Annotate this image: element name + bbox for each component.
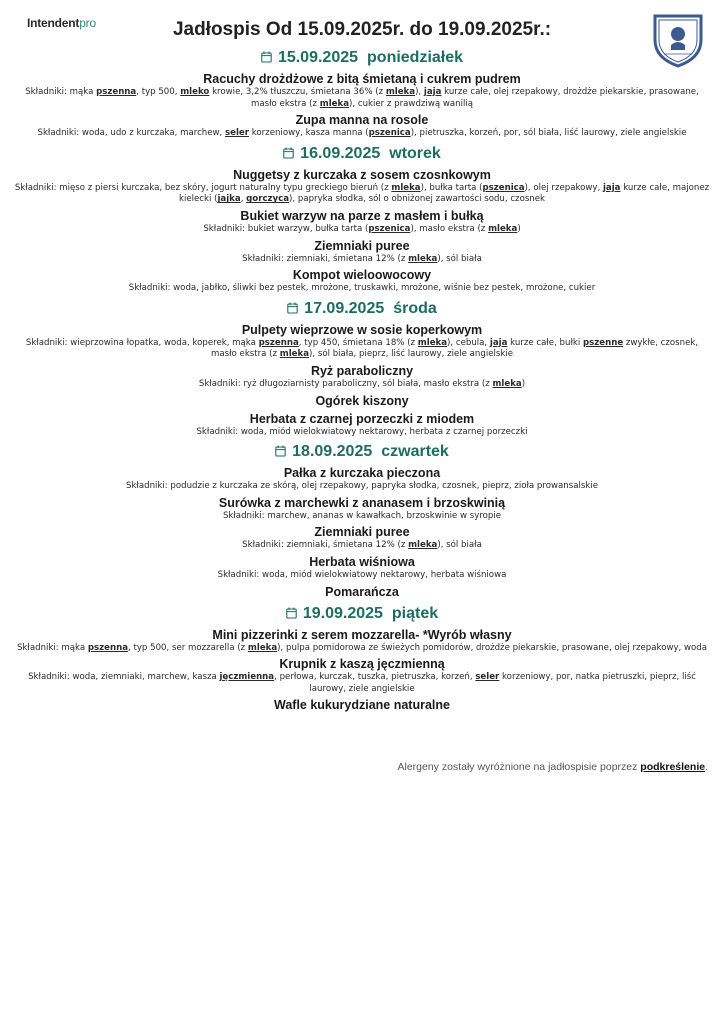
- day-date: 15.09.2025: [277, 49, 359, 66]
- allergen-highlight: pszenna: [96, 87, 137, 97]
- ingredient-text: zwykłe, czosnek, masło ekstra (z: [210, 337, 699, 360]
- ingredient-text: kurze całe, majonez kielecki (: [178, 182, 710, 205]
- ingredient-text: Składniki: bukiet warzyw, bułka tarta (: [203, 223, 369, 234]
- dish-name: Nuggetsy z kurczaka z sosem czosnkowym: [233, 167, 491, 182]
- ingredient-text: ), sól biała, pieprz, liść laurowy, ziele angielskie: [309, 349, 514, 360]
- ingredient-text: ), sól biała: [437, 540, 482, 551]
- dish-name: Herbata z czarnej porzeczki z miodem: [249, 411, 475, 426]
- dish-ingredients: [8, 427, 716, 439]
- allergen-highlight: pszenna: [87, 642, 128, 653]
- ingredient-text: ): [521, 378, 526, 389]
- allergen-highlight: pszenne: [582, 337, 624, 348]
- dish-ingredients: [8, 570, 716, 582]
- ingredient-text: kurze całe, olej rzepakowy, drożdże piekarskie, prasowane, masło ekstra (z: [250, 87, 699, 109]
- dish-name: Pałka z kurczaka pieczona: [283, 466, 441, 481]
- ingredient-text: Składniki: woda, ziemniaki, marchew, kasza: [28, 672, 220, 683]
- allergen-highlight: gorczyca: [246, 194, 290, 205]
- dish-ingredients: [8, 540, 716, 552]
- day-header: [8, 48, 716, 69]
- ingredient-text: , typ 450, śmietana 18% (z: [298, 337, 418, 348]
- dish-name: Bukiet warzyw na parze z masłem i bułką: [240, 208, 484, 223]
- dish-ingredients: [8, 254, 716, 266]
- allergen-highlight: mleka: [247, 642, 278, 653]
- dish-ingredients: [8, 128, 716, 140]
- dish-name: Pulpety wieprzowe w sosie koperkowym: [241, 322, 483, 337]
- ingredient-text: ), pulpa pomidorowa ze świeżych pomidorów, drożdże piekarskie, prasowane, olej rzepakowy, woda: [277, 642, 708, 653]
- ingredient-text: , typ 500,: [136, 87, 181, 97]
- dish-ingredients: [8, 511, 716, 523]
- day-date: 19.09.2025: [302, 604, 383, 622]
- allergen-highlight: seler: [225, 128, 249, 139]
- ingredient-text: kurze całe, bułki: [507, 337, 583, 348]
- dish-name: Herbata wiśniowa: [309, 554, 415, 569]
- day-weekday: środa: [393, 299, 437, 317]
- ingredient-text: Składniki: woda, udo z kurczaka, marchew,: [37, 128, 226, 139]
- day-block: [8, 48, 716, 140]
- allergen-highlight: mleka: [492, 378, 522, 389]
- footer-end: .: [705, 761, 708, 773]
- day-block: [8, 299, 716, 438]
- allergen-highlight: mleka: [391, 182, 421, 193]
- ingredient-text: Składniki: woda, miód wielokwiatowy nektarowy, herbata wiśniowa: [217, 569, 507, 580]
- brand-logo-light: pro: [79, 16, 96, 30]
- day-block: [8, 604, 716, 714]
- allergen-highlight: mleka: [279, 349, 310, 360]
- dish-ingredients: [8, 283, 716, 295]
- dish-name: Mini pizzerinki z serem mozzarella- *Wyrób własny: [212, 627, 512, 642]
- day-weekday: wtorek: [389, 144, 441, 162]
- allergen-highlight: mleka: [408, 253, 438, 264]
- ingredient-text: ), cukier z prawdziwą wanilią: [349, 98, 474, 109]
- ingredient-text: ): [517, 223, 521, 234]
- allergen-footer-note: [397, 761, 708, 773]
- allergen-highlight: pszenica: [482, 182, 525, 193]
- allergen-highlight: pszenica: [368, 128, 411, 139]
- ingredient-text: Składniki: mąka: [16, 642, 88, 653]
- ingredient-text: ),: [415, 87, 424, 97]
- footer-text: Alergeny zostały wyróżnione na jadłospisie poprzez: [397, 761, 641, 773]
- dish-name: Ziemniaki puree: [314, 238, 410, 253]
- ingredient-text: ), pietruszka, korzeń, por, sól biała, liść laurowy, ziele angielskie: [410, 128, 687, 139]
- ingredient-text: Składniki: woda, jabłko, śliwki bez pestek, mrożone, truskawki, mrożone, wiśnie bez pestek, mrożone, cukier: [128, 283, 596, 294]
- day-weekday: poniedziałek: [367, 49, 464, 66]
- footer-emphasis: podkreślenie: [640, 761, 706, 773]
- ingredient-text: ), bułka tarta (: [420, 182, 483, 193]
- day-date: 18.09.2025: [292, 443, 373, 461]
- day-date: 17.09.2025: [304, 299, 385, 317]
- allergen-highlight: pszenica: [368, 223, 411, 234]
- day-header: [8, 604, 716, 625]
- calendar-icon: [261, 49, 272, 69]
- allergen-highlight: jaja: [602, 182, 621, 193]
- calendar-icon: [286, 605, 297, 625]
- dish-ingredients: [8, 224, 716, 236]
- dish-name: Ryż paraboliczny: [310, 363, 414, 378]
- dish-ingredients: [8, 183, 716, 206]
- dish-ingredients: [8, 379, 716, 391]
- allergen-highlight: seler: [475, 672, 500, 683]
- day-block: [8, 144, 716, 295]
- dish-ingredients: [8, 672, 716, 695]
- day-weekday: piątek: [391, 604, 439, 622]
- calendar-icon: [283, 145, 294, 165]
- ingredient-text: Składniki: mięso z piersi kurczaka, bez skóry, jogurt naturalny typu greckiego bieruń (z: [14, 182, 392, 193]
- allergen-highlight: jaja: [489, 337, 508, 348]
- day-header: [8, 299, 716, 320]
- day-header: [8, 144, 716, 165]
- allergen-highlight: jajka: [217, 194, 241, 205]
- ingredient-text: , typ 500, ser mozzarella (z: [128, 642, 248, 653]
- ingredient-text: Składniki: wieprzowina łopatka, woda, koperek, mąka: [25, 337, 259, 348]
- dish-ingredients: [8, 481, 716, 493]
- ingredient-text: Składniki: ziemniaki, śmietana 12% (z: [242, 540, 409, 551]
- ingredient-text: korzeniowy, kasza manna (: [249, 128, 369, 139]
- ingredient-text: Składniki: ziemniaki, śmietana 12% (z: [242, 253, 409, 264]
- ingredient-text: ,: [240, 194, 247, 205]
- ingredient-text: krowie, 3,2% tłuszczu, śmietana 36% (z: [209, 87, 386, 97]
- dish-name: Wafle kukurydziane naturalne: [274, 698, 450, 713]
- ingredient-text: ), sól biała: [437, 253, 482, 264]
- ingredient-text: ), olej rzepakowy,: [524, 182, 603, 193]
- ingredient-text: Składniki: woda, miód wielokwiatowy nektarowy, herbata z czarnej porzeczki: [196, 426, 528, 437]
- ingredient-text: ), masło ekstra (z: [410, 223, 489, 234]
- page-title: Jadłospis Od 15.09.2025r. do 19.09.2025r.:: [172, 19, 552, 40]
- dish-name: Krupnik z kaszą jęczmienną: [279, 657, 445, 672]
- brand-logo-bold: Intendent: [27, 16, 80, 30]
- ingredient-text: Składniki: marchew, ananas w kawałkach, brzoskwinie w syropie: [222, 510, 502, 521]
- day-header: [8, 442, 716, 463]
- dish-ingredients: [8, 338, 716, 361]
- day-block: [8, 442, 716, 599]
- dish-name: Pomarańcza: [325, 584, 399, 599]
- allergen-highlight: mleka: [319, 98, 350, 109]
- dish-name: Ogórek kiszony: [315, 393, 409, 408]
- ingredient-text: Składniki: ryż długoziarnisty paraboliczny, sól biała, masło ekstra (z: [198, 378, 493, 389]
- allergen-highlight: mleka: [385, 87, 416, 97]
- calendar-icon: [275, 443, 286, 463]
- allergen-highlight: jaja: [423, 87, 442, 97]
- dish-name: Zupa manna na rosole: [295, 113, 429, 128]
- ingredient-text: ), papryka słodka, sól o obniżonej zawartości sodu, czosnek: [289, 194, 546, 205]
- ingredient-text: , perłowa, kurczak, tuszka, pietruszka, korzeń,: [274, 672, 476, 683]
- weekly-menu: [8, 44, 716, 714]
- dish-ingredients: [8, 643, 716, 655]
- dish-name: Surówka z marchewki z ananasem i brzoskwinią: [218, 495, 506, 510]
- ingredient-text: ), cebula,: [447, 337, 490, 348]
- allergen-highlight: mleko: [180, 87, 210, 97]
- dish-name: Kompot wieloowocowy: [292, 268, 432, 283]
- day-weekday: czwartek: [381, 443, 449, 461]
- allergen-highlight: mleka: [417, 337, 448, 348]
- dish-name: Ziemniaki puree: [314, 525, 410, 540]
- dish-name: Racuchy drożdżowe z bitą śmietaną i cukrem pudrem: [203, 72, 521, 86]
- ingredient-text: Składniki: podudzie z kurczaka ze skórą, olej rzepakowy, papryka słodka, czosnek, pieprz, zioła prowansalskie: [126, 481, 598, 492]
- day-date: 16.09.2025: [300, 144, 381, 162]
- ingredient-text: Składniki: mąka: [25, 87, 97, 97]
- allergen-highlight: jęczmienna: [219, 672, 275, 683]
- dish-ingredients: [8, 87, 716, 110]
- allergen-highlight: pszenna: [258, 337, 299, 348]
- allergen-highlight: mleka: [488, 223, 518, 234]
- ingredient-text: korzeniowy, por, natka pietruszki, pieprz, liść laurowy, ziele angielskie: [309, 672, 696, 694]
- calendar-icon: [287, 300, 298, 320]
- allergen-highlight: mleka: [408, 540, 438, 551]
